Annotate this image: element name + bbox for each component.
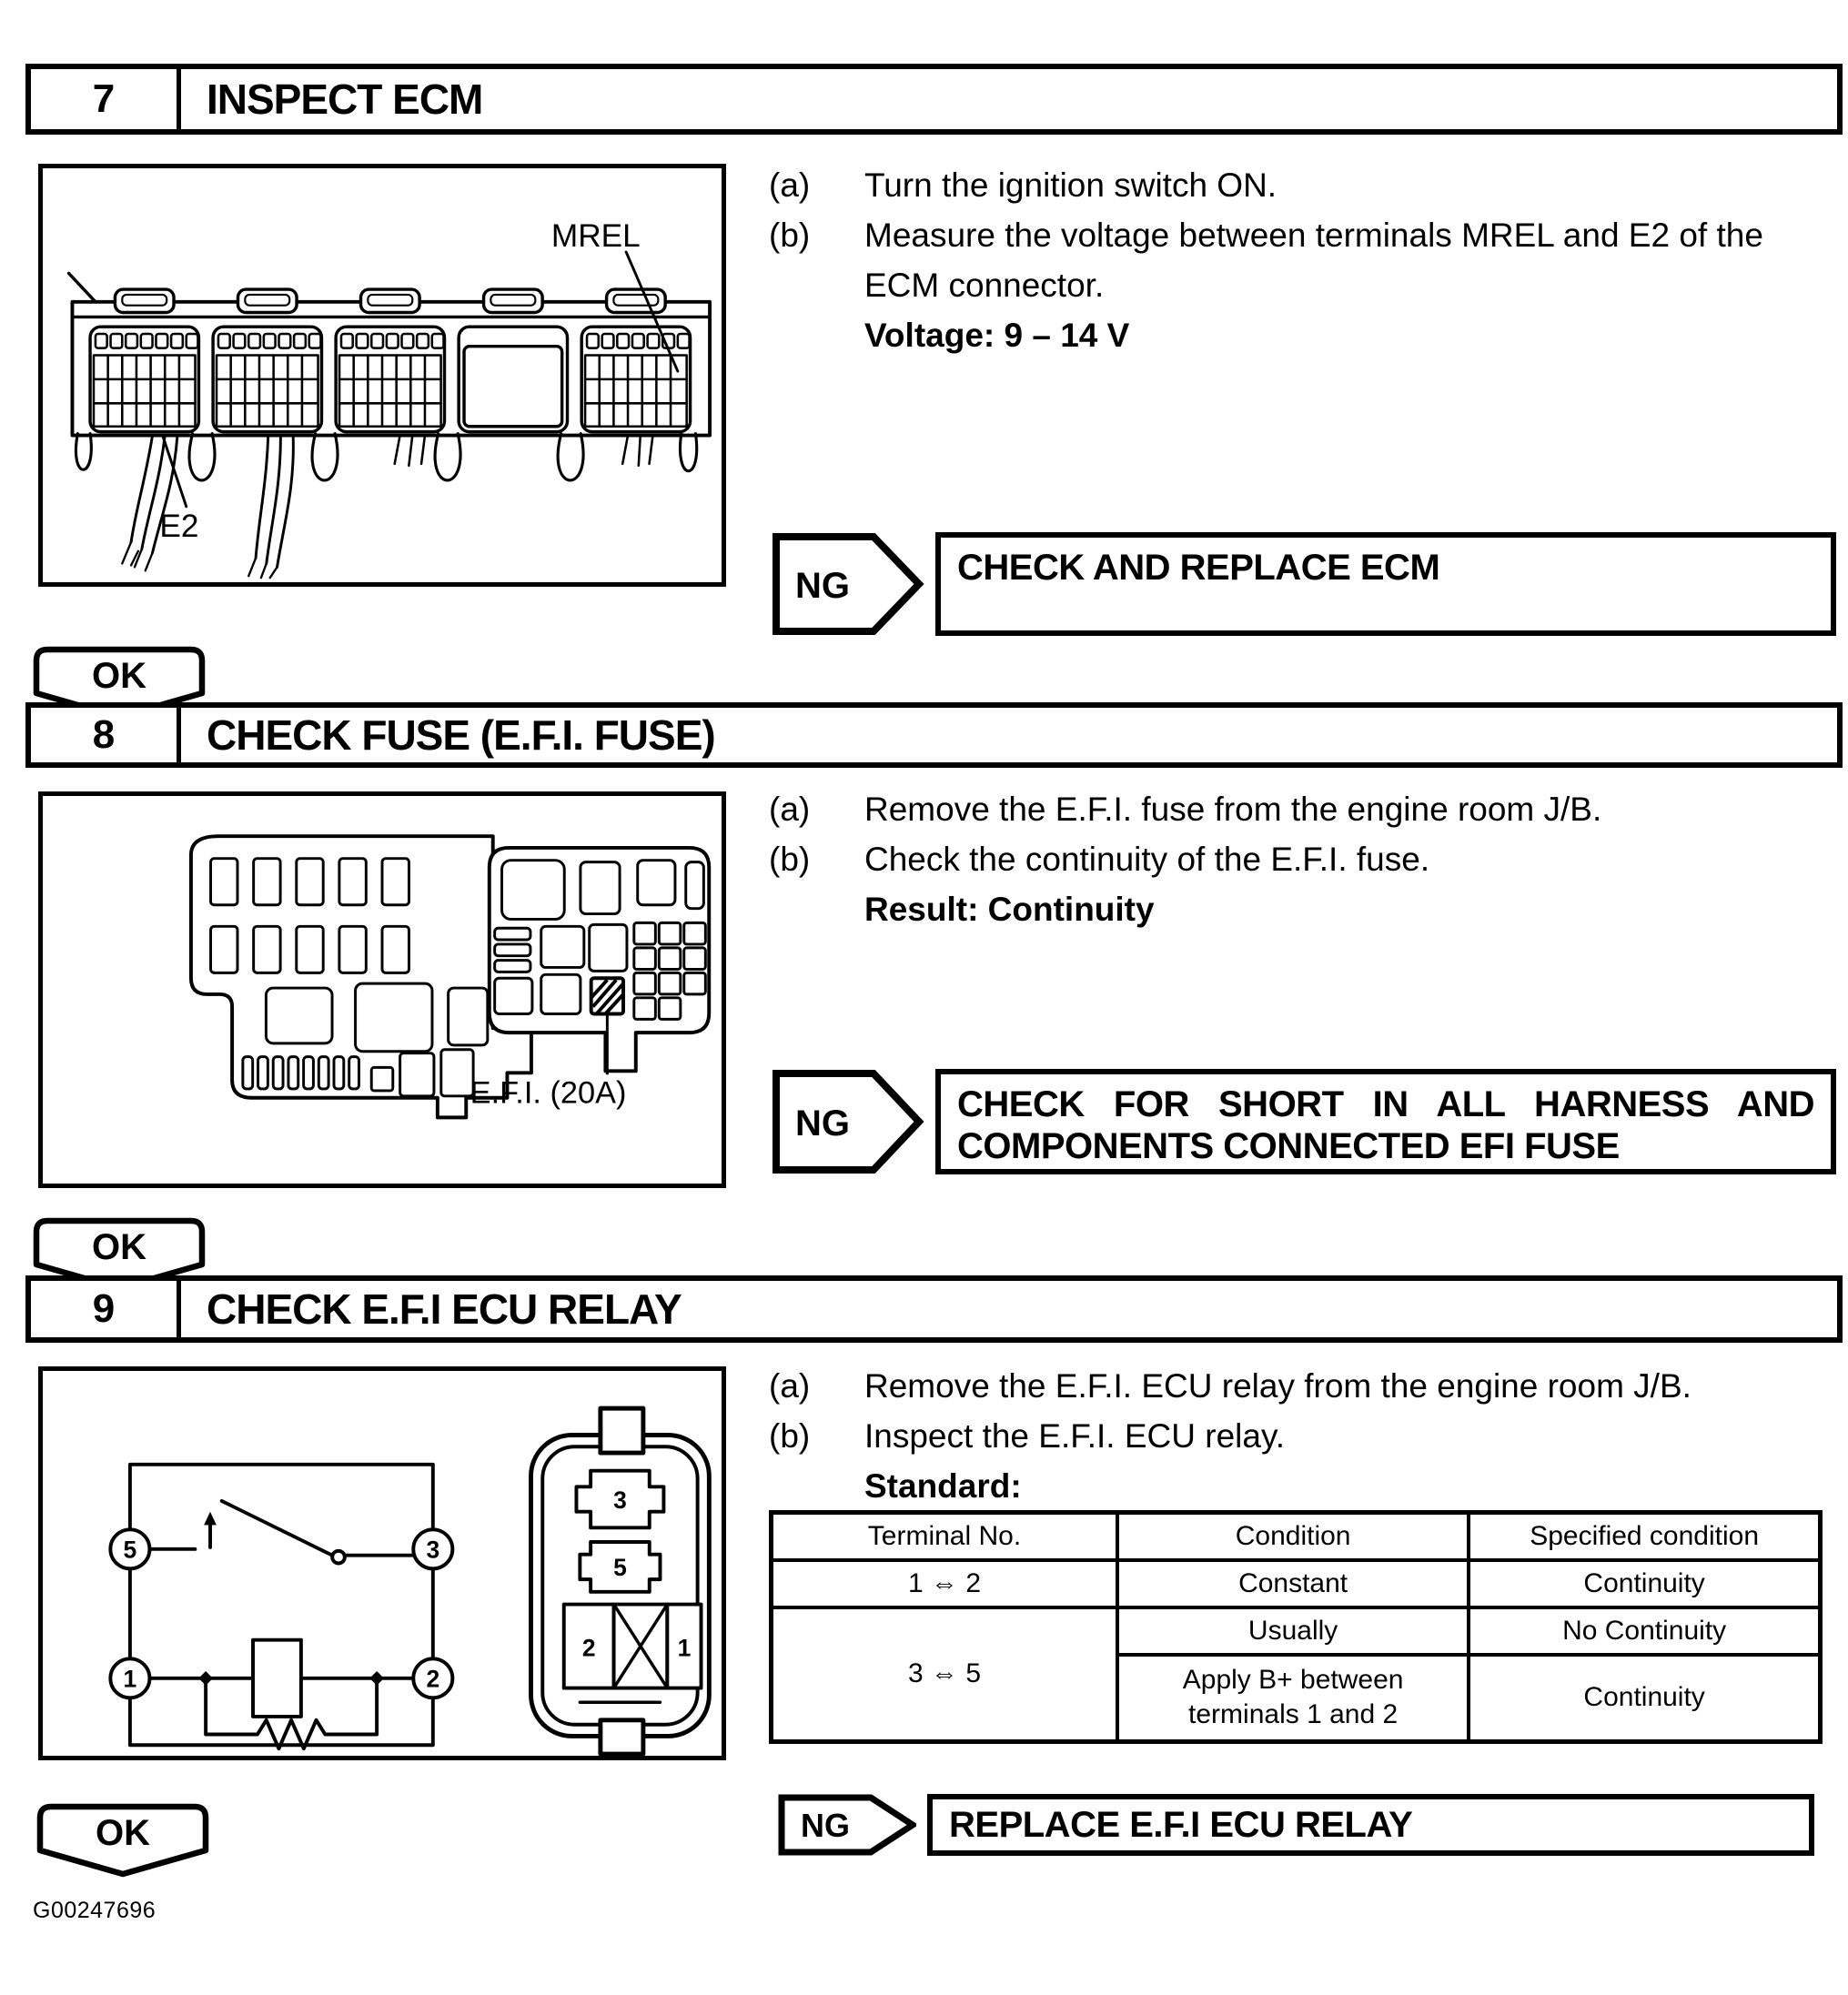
relay-pin-2: 2 xyxy=(581,1634,596,1662)
step-7-number: 7 xyxy=(31,69,181,129)
ng-action-box: REPLACE E.F.I ECU RELAY xyxy=(927,1794,1814,1856)
instruction-row xyxy=(769,210,1847,310)
instruction-row xyxy=(769,1361,1847,1411)
ng-action-box: CHECK AND REPLACE ECM xyxy=(935,532,1836,636)
table-header-cell: Specified condition xyxy=(1469,1513,1820,1560)
ok-badge xyxy=(36,1803,209,1878)
instruction-row xyxy=(769,1411,1847,1461)
step-8-title: CHECK FUSE (E.F.I. FUSE) xyxy=(207,711,715,759)
table-cell: Apply B+ between terminals 1 and 2 xyxy=(1117,1655,1469,1742)
step-8-ng-row xyxy=(772,1069,1836,1174)
table-cell: No Continuity xyxy=(1469,1607,1820,1655)
instruction-text: Measure the voltage between terminals MREL and E2 of the ECM connector. xyxy=(864,217,1763,304)
step-8-instructions xyxy=(769,784,1847,934)
instruction-text: Turn the ignition switch ON. xyxy=(864,166,1277,204)
relay-diagram xyxy=(43,1371,722,1756)
table-cell: Continuity xyxy=(1469,1560,1820,1607)
ok-label: OK xyxy=(96,1813,150,1853)
step-8-number: 8 xyxy=(31,708,181,762)
ok-label: OK xyxy=(92,656,146,696)
table-cell: Continuity xyxy=(1469,1655,1820,1742)
mrel-label: MREL xyxy=(550,218,641,255)
instruction-label: (a) xyxy=(769,1367,811,1405)
spec-text: Voltage: 9 – 14 V xyxy=(864,317,1130,354)
step-7-instructions xyxy=(769,160,1847,360)
table-row xyxy=(772,1560,1821,1607)
table-header-row xyxy=(772,1513,1821,1560)
relay-pin-5: 5 xyxy=(613,1554,627,1582)
fuse-box-diagram xyxy=(43,796,722,1184)
step-8-header xyxy=(25,702,1843,768)
ng-arrow-label: NG xyxy=(795,566,850,606)
ecm-connector-diagram xyxy=(43,168,722,582)
step-9-title: CHECK E.F.I ECU RELAY xyxy=(207,1285,682,1333)
instruction-row xyxy=(769,784,1847,834)
step-9-header xyxy=(25,1275,1843,1343)
instruction-label: (a) xyxy=(769,166,811,204)
step-7-illustration-box xyxy=(38,164,726,587)
instruction-label: (a) xyxy=(769,791,811,828)
relay-pin-3: 3 xyxy=(613,1486,627,1514)
relay-pin-1: 1 xyxy=(677,1634,692,1662)
step-9-instructions xyxy=(769,1361,1847,1511)
spec-text: Standard: xyxy=(864,1467,1022,1505)
relay-terminal-2: 2 xyxy=(426,1665,440,1693)
ng-arrow-icon xyxy=(772,532,924,636)
instruction-row xyxy=(769,160,1847,210)
instruction-text: Check the continuity of the E.F.I. fuse. xyxy=(864,841,1430,878)
e2-label: E2 xyxy=(159,509,199,545)
instruction-label: (b) xyxy=(769,841,811,878)
relay-spec-table xyxy=(769,1510,1823,1744)
table-cell: Constant xyxy=(1117,1560,1469,1607)
relay-terminal-3: 3 xyxy=(426,1536,440,1564)
figure-code: G00247696 xyxy=(33,1898,157,1923)
instruction-label: (b) xyxy=(769,217,811,254)
relay-terminal-5: 5 xyxy=(123,1536,137,1564)
ok-label: OK xyxy=(92,1227,146,1267)
table-cell: 1 ⇔ 2 xyxy=(772,1560,1117,1607)
step-7-title: INSPECT ECM xyxy=(207,76,483,123)
step-8-illustration-box xyxy=(38,791,726,1188)
instruction-text: Inspect the E.F.I. ECU relay. xyxy=(864,1417,1285,1455)
instruction-text: Remove the E.F.I. ECU relay from the engine room J/B. xyxy=(864,1367,1691,1405)
relay-terminal-1: 1 xyxy=(123,1665,137,1693)
table-cell: 3 ⇔ 5 xyxy=(772,1607,1117,1742)
instruction-text: Remove the E.F.I. fuse from the engine room J/B. xyxy=(864,791,1602,828)
ng-action-box: CHECK FOR SHORT IN ALL HARNESS AND COMPONENTS CONNECTED EFI FUSE xyxy=(935,1069,1836,1174)
efi-fuse-label: E.F.I. (20A) xyxy=(470,1075,627,1111)
table-header-cell: Terminal No. xyxy=(772,1513,1117,1560)
step-9-illustration-box xyxy=(38,1366,726,1760)
table-cell: Usually xyxy=(1117,1607,1469,1655)
table-header-cell: Condition xyxy=(1117,1513,1469,1560)
ng-arrow-icon xyxy=(772,1069,924,1174)
step-9-number: 9 xyxy=(31,1281,181,1337)
step-7-ng-row xyxy=(772,532,1836,636)
ng-arrow-icon xyxy=(778,1794,916,1856)
instruction-label: (b) xyxy=(769,1417,811,1455)
step-7-header xyxy=(25,64,1843,135)
instruction-row xyxy=(769,834,1847,884)
ng-arrow-label: NG xyxy=(795,1103,850,1144)
ng-arrow-label: NG xyxy=(801,1807,850,1844)
spec-text: Result: Continuity xyxy=(864,891,1155,928)
table-row xyxy=(772,1607,1821,1655)
step-9-ng-row xyxy=(778,1794,1814,1856)
